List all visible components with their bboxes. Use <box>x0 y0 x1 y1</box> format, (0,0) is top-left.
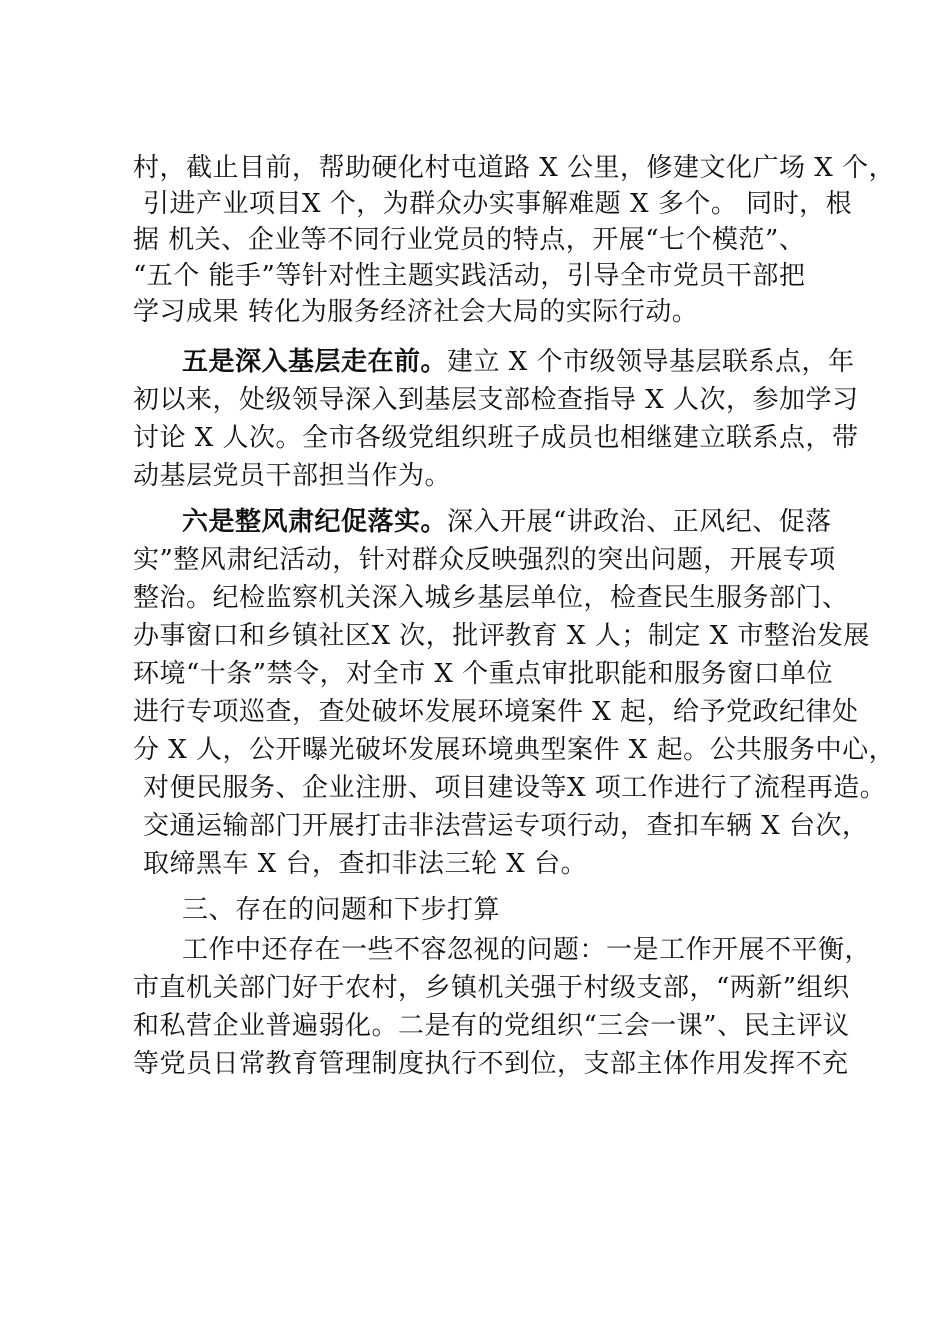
paragraph-3-line-10: 取缔黑车 X 台，查扣非法三轮 X 台。 <box>143 849 588 879</box>
paragraph-2-line-3: 讨论 X 人次。全市各级党组织班子成员也相继建立联系点，带 <box>133 423 859 453</box>
paragraph-2-line-1 <box>182 344 855 380</box>
paragraph-3-line-2: 实”整风肃纪活动，针对群众反映强烈的突出问题，开展专项 <box>133 545 836 575</box>
paragraph-3-line-5: 环境“十条”禁令，对全市 X 个重点审批职能和服务窗口单位 <box>133 659 834 689</box>
section-heading: 三、存在的问题和下步打算 <box>182 895 501 925</box>
paragraph-4-line-1: 工作中还存在一些不容忽视的问题：一是工作开展不平衡， <box>182 935 872 965</box>
paragraph-1-line-3: 据 机关、企业等不同行业党员的特点，开展“七个模范”、 <box>133 225 806 255</box>
paragraph-4-line-2: 市直机关部门好于农村，乡镇机关强于村级支部，“两新”组织 <box>133 973 850 1003</box>
paragraph-3-line-7: 分 X 人，公开曝光破坏发展环境典型案件 X 起。公共服务中心， <box>133 735 896 765</box>
paragraph-2-line-4: 动基层党员干部担当作为。 <box>133 461 452 491</box>
paragraph-3-line-4: 办事窗口和乡镇社区X 次，批评教育 X 人；制定 X 市整治发展 <box>133 621 870 651</box>
paragraph-3-line-6: 进行专项巡查，查处破坏发展环境案件 X 起，给予党政纪律处 <box>133 697 859 727</box>
paragraph-2-lead: 五是深入基层走在前。 <box>182 347 448 377</box>
paragraph-3-line-8: 对便民服务、企业注册、项目建设等X 项工作进行了流程再造。 <box>143 773 887 803</box>
paragraph-3-line-3: 整治。纪检监察机关深入城乡基层单位，检查民生服务部门、 <box>133 583 849 613</box>
paragraph-1-line-2: 引进产业项目X 个，为群众办实事解难题 X 多个。 同时，根 <box>143 189 853 219</box>
paragraph-1-line-4: “五个 能手”等针对性主题实践活动，引导全市党员干部把 <box>133 261 806 291</box>
paragraph-4-line-4: 等党员日常教育管理制度执行不到位，支部主体作用发挥不充 <box>133 1049 849 1079</box>
paragraph-3-lead: 六是整风肃纪促落实。 <box>182 507 448 537</box>
paragraph-3-line-1-rest: 深入开展“讲政治、正风纪、促落 <box>447 507 832 537</box>
paragraph-3-line-1 <box>182 504 832 540</box>
paragraph-2-line-1-rest: 建立 X 个市级领导基层联系点，年 <box>447 347 855 377</box>
paragraph-4-line-3: 和私营企业普遍弱化。二是有的党组织“三会一课”、民主评议 <box>133 1011 850 1041</box>
paragraph-1-line-1: 村，截止目前，帮助硬化村屯道路 X 公里，修建文化广场 X 个， <box>133 153 896 183</box>
paragraph-3-line-9: 交通运输部门开展打击非法营运专项行动，查扣车辆 X 台次， <box>143 811 869 841</box>
paragraph-2-line-2: 初以来，处级领导深入到基层支部检查指导 X 人次，参加学习 <box>133 385 859 415</box>
paragraph-1-line-5: 学习成果 转化为服务经济社会大局的实际行动。 <box>133 297 699 327</box>
